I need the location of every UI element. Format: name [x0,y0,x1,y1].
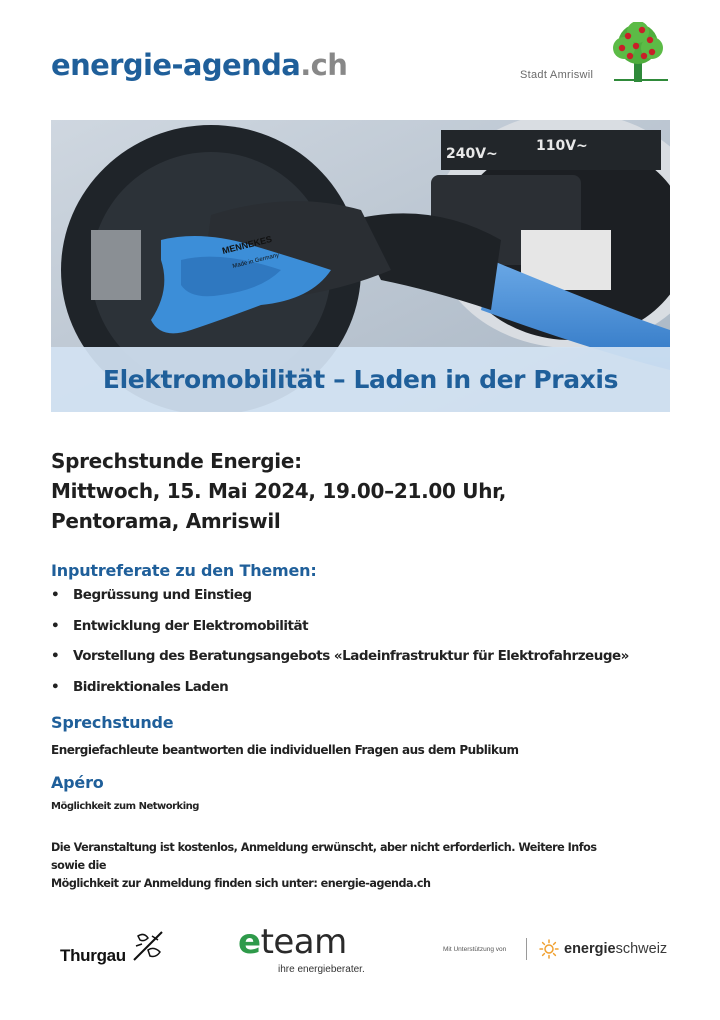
eteam-e: e [238,922,261,962]
apero-heading: Apéro [51,773,104,792]
stadt-amriswil-logo [518,22,678,92]
event-info [51,446,506,536]
event-date-time: Mittwoch, 15. Mai 2024, 19.00–21.00 Uhr, [51,479,507,503]
eteam-tagline: ihre energieberater. [278,964,365,975]
brand-label: MENNEKES [221,233,273,256]
footer-note-line-2: Möglichkeit zur Anmeldung finden sich unter: energie-agenda.ch [51,877,431,890]
bullet-icon: • [51,587,60,603]
thurgau-text: Thurgau [60,946,126,965]
label-110v: 110V~ [536,138,588,154]
energieschweiz-logo [443,938,683,964]
eteam-wordmark [238,922,347,962]
consultation-text: Energiefachleute beantworten die individuellen Fragen aus dem Publikum [51,743,519,757]
consultation-heading: Sprechstunde [51,713,174,732]
logo-tld-text: .ch [300,48,348,82]
topic-text: Entwicklung der Elektromobilität [73,617,309,634]
list-item [51,648,629,679]
es-rest: schweiz [615,941,668,957]
footer-note-line-1: Die Veranstaltung ist kostenlos, Anmeldung erwünscht, aber nicht erforderlich. Weitere Infos sowie die [51,841,597,872]
topic-text: Begrüssung und Einstieg [73,587,252,603]
sun-icon [539,939,559,959]
energieschweiz-wordmark [564,941,667,957]
city-name: Stadt Amriswil [520,69,594,81]
eteam-logo [238,922,378,978]
event-location: Pentorama, Amriswil [51,509,281,533]
topic-text: Vorstellung des Beratungsangebots «Ladeinfrastruktur für Elektrofahrzeuge» [73,648,629,664]
topics-heading: Inputreferate zu den Themen: [51,561,317,580]
logo-main-text: energie-agenda [51,48,301,82]
bullet-icon: • [51,678,60,695]
list-item [51,618,629,649]
footer-note [51,839,631,893]
label-240v: 240V~ [446,146,498,162]
list-item [51,679,629,710]
made-in-label: Made in Germany [232,252,280,270]
logo-divider [526,938,527,960]
thurgau-lions-icon [132,930,164,962]
energie-agenda-logo [51,48,347,82]
topics-list [51,587,629,709]
eteam-rest: team [260,922,347,962]
hero-title-band [51,347,670,412]
thurgau-logo [60,930,170,970]
bullet-icon: • [51,617,60,634]
apple-tree-icon [606,22,672,86]
hero-image [51,120,670,412]
list-item [51,587,629,618]
support-text: Mit Unterstützung von [443,946,507,953]
event-line-1: Sprechstunde Energie: [51,449,302,473]
hero-title: Elektromobilität – Laden in der Praxis [102,365,619,394]
bullet-icon: • [51,648,60,664]
topic-text: Bidirektionales Laden [73,678,229,695]
es-bold: energie [564,941,616,957]
apero-text: Möglichkeit zum Networking [51,801,199,812]
